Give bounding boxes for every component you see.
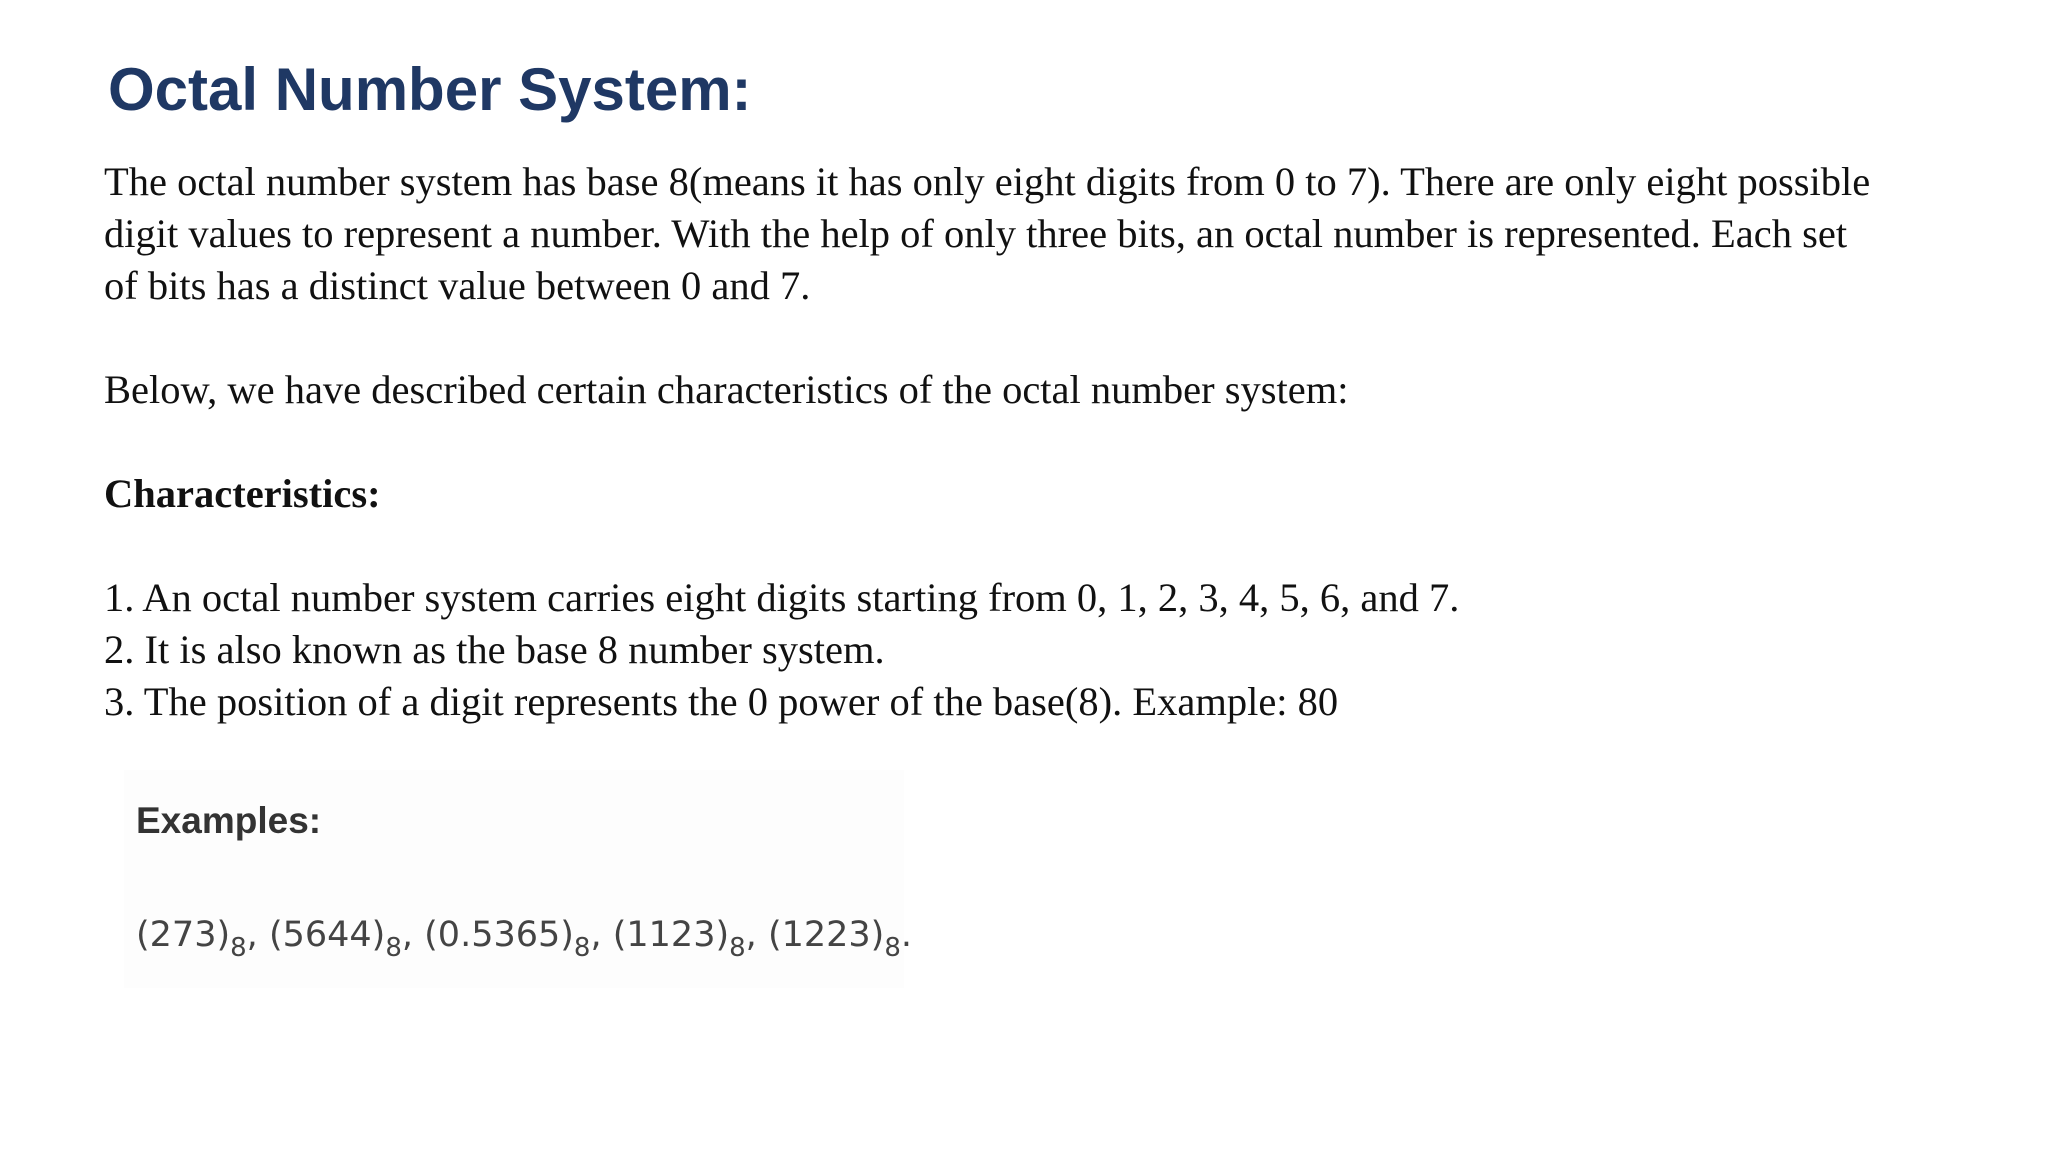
- intro-line: digit values to represent a number. With the help of only three bits, an octal number is represented. Each set: [104, 211, 1848, 256]
- intro-line: The octal number system has base 8(means it has only eight digits from 0 to 7). There are only eight possible: [104, 159, 1871, 204]
- characteristics-list: [104, 572, 1459, 728]
- intro-paragraph: [104, 156, 2004, 312]
- characteristics-heading: Characteristics:: [104, 471, 381, 516]
- example-number: $(1123)_8$,: [612, 915, 768, 963]
- examples-line: [136, 912, 913, 963]
- list-item: 2. It is also known as the base 8 number system.: [104, 627, 885, 672]
- page-title: Octal Number System:: [108, 56, 752, 123]
- example-number: $(273)_8$,: [136, 915, 269, 963]
- example-number: $(5644)_8$,: [268, 915, 425, 963]
- examples-panel: [124, 770, 913, 988]
- list-item: 1. An octal number system carries eight digits starting from 0, 1, 2, 3, 4, 5, 6, and 7.: [104, 575, 1460, 620]
- list-item: 3. The position of a digit represents the 0 power of the base(8). Example: 80: [104, 679, 1339, 724]
- intro-line: of bits has a distinct value between 0 and 7.: [104, 263, 811, 308]
- examples-heading: Examples:: [136, 800, 322, 841]
- example-number: $(1223)_8$.: [767, 915, 913, 963]
- characteristics-intro: Below, we have described certain characteristics of the octal number system:: [104, 367, 1349, 412]
- example-number: $(0.5365)_8$,: [424, 915, 613, 963]
